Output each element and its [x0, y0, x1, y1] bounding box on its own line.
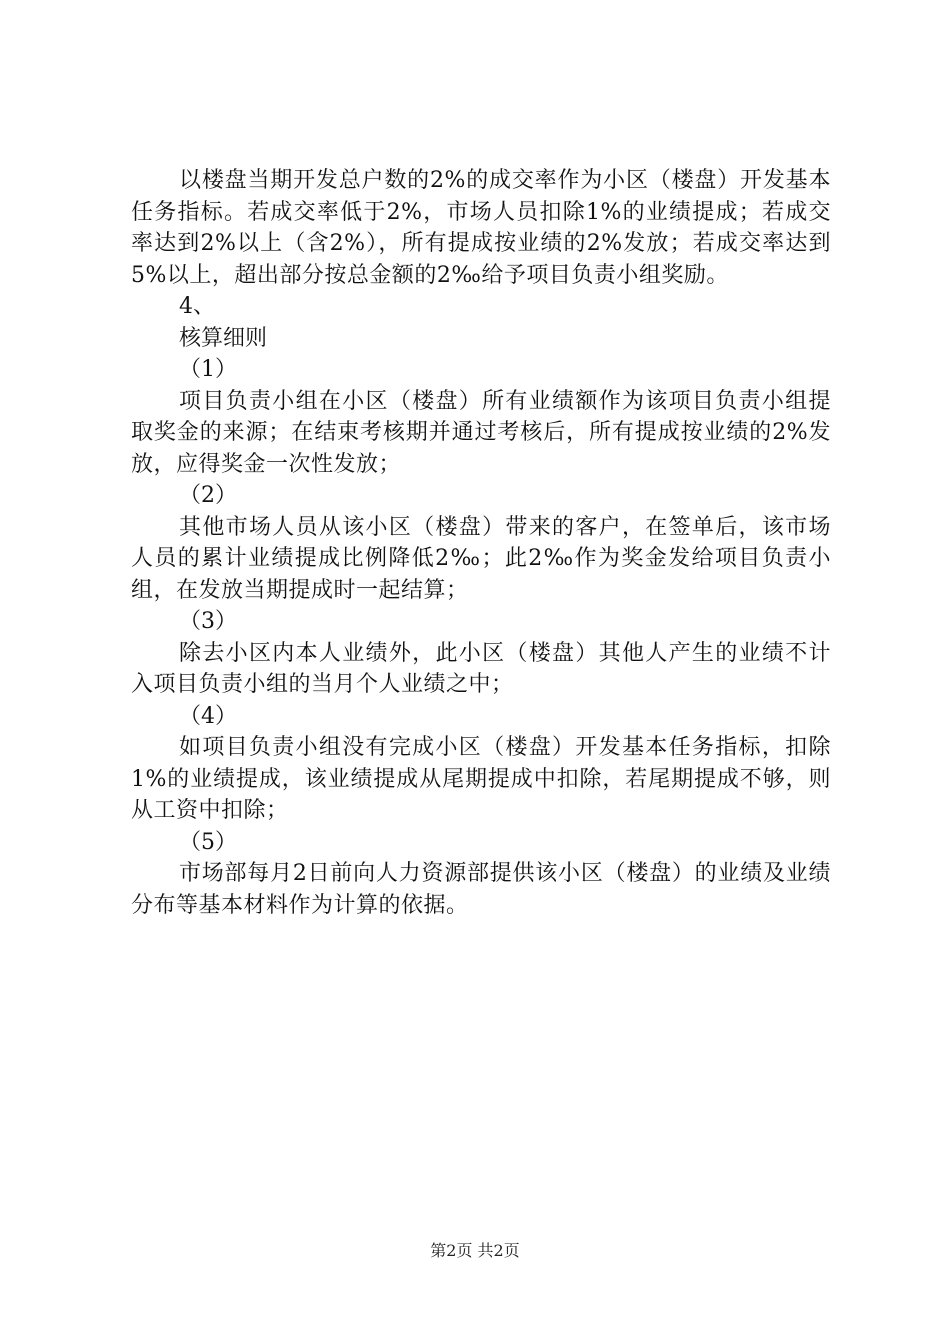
- item-number-5: （5）: [179, 829, 237, 855]
- paragraph-item-3: 除去小区内本人业绩外，此小区（楼盘）其他人产生的业绩不计入项目负责小组的当月个人业绩之中；: [131, 640, 831, 697]
- section-heading: 核算细则: [179, 325, 268, 351]
- item-number-1: （1）: [179, 357, 237, 382]
- item-number-4: （4）: [179, 703, 237, 729]
- document-body: [131, 165, 831, 921]
- paragraph-task-indicator: 以楼盘当期开发总户数的2%的成交率作为小区（楼盘）开发基本任务指标。若成交率低于2%，市场人员扣除1%的业绩提成；若成交率达到2%以上（含2%），所有提成按业绩的2%发放；若成交率达到5%以上，超出部分按总金额的2‰给予项目负责小组奖励。: [131, 168, 831, 288]
- paragraph-item-1: 项目负责小组在小区（楼盘）所有业绩额作为该项目负责小组提取奖金的来源；在结束考核期并通过考核后，所有提成按业绩的2%发放，应得奖金一次性发放；: [131, 388, 831, 477]
- paragraph-item-4: 如项目负责小组没有完成小区（楼盘）开发基本任务指标，扣除1%的业绩提成，该业绩提成从尾期提成中扣除，若尾期提成不够，则从工资中扣除；: [131, 735, 831, 823]
- item-number-2: （2）: [179, 483, 237, 508]
- item-number-3: （3）: [179, 609, 237, 634]
- page-footer: 第2页 共2页: [430, 1241, 520, 1260]
- section-number: 4、: [179, 294, 215, 319]
- paragraph-item-2: 其他市场人员从该小区（楼盘）带来的客户，在签单后，该市场人员的累计业绩提成比例降低2‰；此2‰作为奖金发给项目负责小组，在发放当期提成时一起结算；: [131, 514, 831, 603]
- paragraph-item-5: 市场部每月2日前向人力资源部提供该小区（楼盘）的业绩及业绩分布等基本材料作为计算的依据。: [131, 861, 831, 918]
